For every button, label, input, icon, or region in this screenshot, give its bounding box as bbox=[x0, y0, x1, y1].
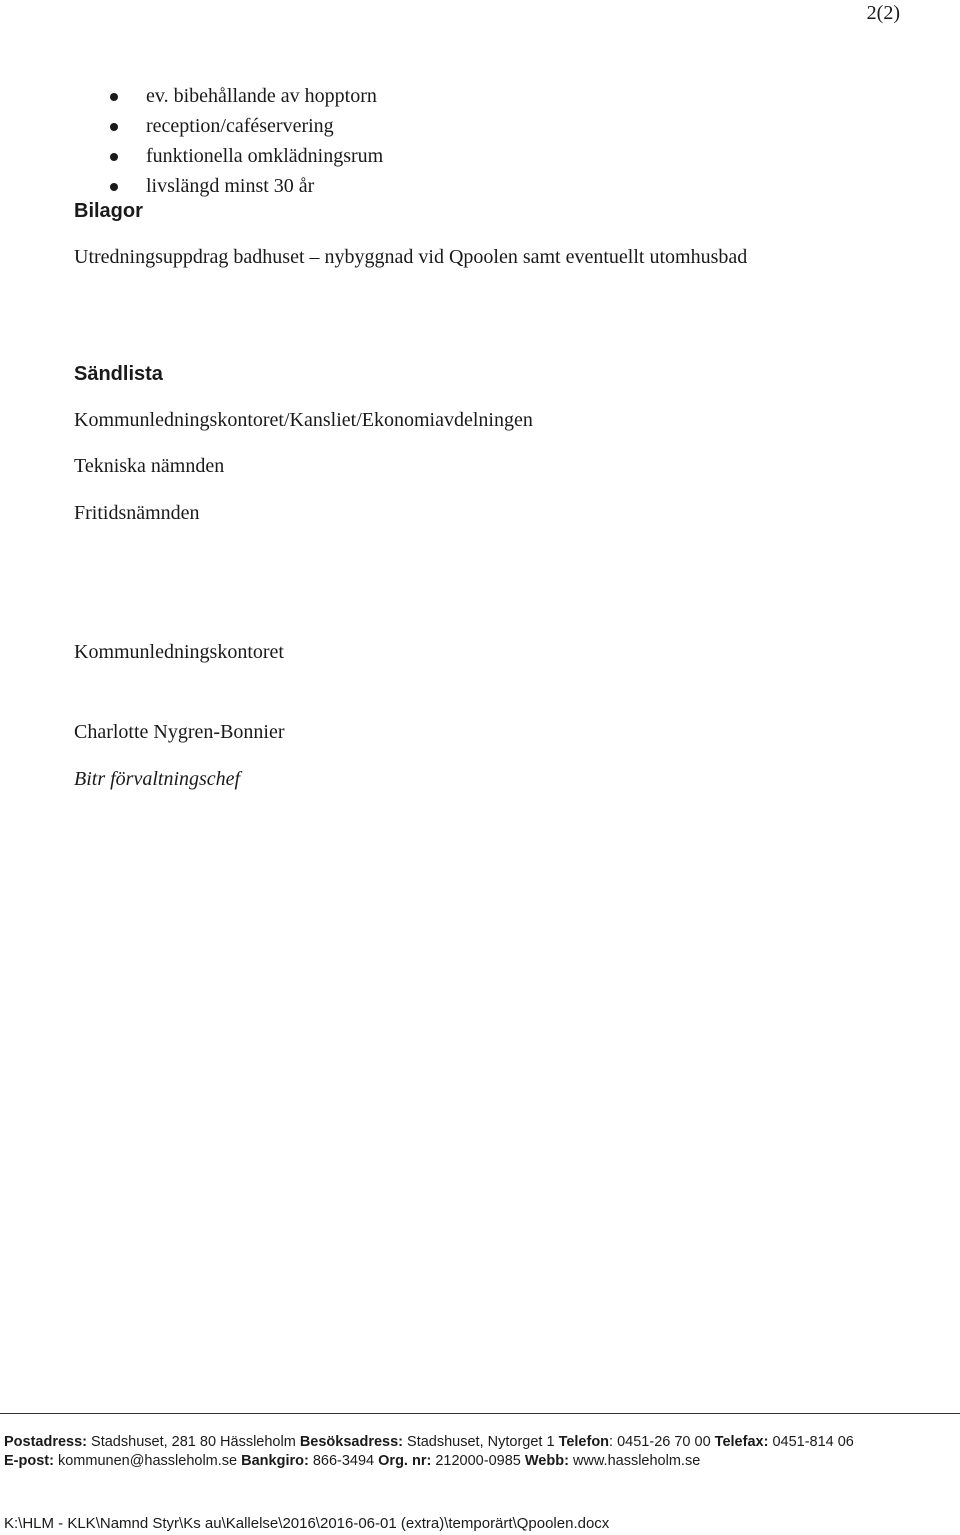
footer-divider bbox=[0, 1413, 960, 1414]
bankgiro-label: Bankgiro: bbox=[241, 1453, 309, 1469]
bullet-icon bbox=[110, 93, 118, 101]
signature-name: Charlotte Nygren-Bonnier bbox=[74, 721, 285, 743]
recipient-item: Tekniska nämnden bbox=[74, 455, 225, 477]
bilagor-heading: Bilagor bbox=[74, 200, 143, 222]
list-item-text: livslängd minst 30 år bbox=[146, 175, 315, 197]
postadress-value: Stadshuset, 281 80 Hässleholm bbox=[91, 1434, 296, 1450]
list-item bbox=[108, 171, 383, 201]
file-path: K:\HLM - KLK\Namnd Styr\Ks au\Kallelse\2016\2016-06-01 (extra)\temporärt\Qpoolen.docx bbox=[4, 1515, 610, 1532]
signature-office: Kommunledningskontoret bbox=[74, 641, 284, 663]
bullet-icon bbox=[110, 123, 118, 131]
sandlista-heading: Sändlista bbox=[74, 363, 163, 385]
epost-label: E-post: bbox=[4, 1453, 54, 1469]
footer-line-2 bbox=[4, 1452, 700, 1471]
telefon-value: 0451-26 70 00 bbox=[617, 1434, 711, 1450]
telefax-value: 0451-814 06 bbox=[772, 1434, 854, 1450]
list-item bbox=[108, 81, 383, 111]
bankgiro-value: 866-3494 bbox=[312, 1453, 375, 1469]
requirements-list bbox=[108, 81, 383, 201]
footer-line-1: Postadress: Stadshuset, 281 80 Hässleholm Besöksadress: Stadshuset, Nytorget 1 Telefon: 0451-26 70 00 Telefax: 0451-814 06 bbox=[4, 1434, 854, 1450]
besoksadress-label: Besöksadress: bbox=[299, 1434, 403, 1450]
bilagor-text: Utredningsuppdrag badhuset – nybyggnad vid Qpoolen samt eventuellt utomhusbad bbox=[74, 246, 748, 268]
telefon-label: Telefon bbox=[558, 1434, 610, 1450]
list-item bbox=[108, 111, 383, 141]
bullet-icon bbox=[110, 183, 118, 191]
recipient-item: Kommunledningskontoret/Kansliet/Ekonomiavdelningen bbox=[74, 409, 533, 431]
webb-label: Webb: bbox=[524, 1453, 569, 1469]
postadress-label: Postadress: bbox=[4, 1434, 88, 1450]
list-item-text: ev. bibehållande av hopptorn bbox=[146, 85, 377, 107]
besoksadress-value: Stadshuset, Nytorget 1 bbox=[407, 1434, 555, 1450]
orgnr-label: Org. nr: bbox=[378, 1453, 432, 1469]
orgnr-value: 212000-0985 bbox=[435, 1453, 521, 1469]
telefax-label: Telefax: bbox=[714, 1434, 769, 1450]
recipient-item: Fritidsnämnden bbox=[74, 502, 200, 524]
list-item-text: reception/caféservering bbox=[146, 115, 334, 137]
epost-value: kommunen@hassleholm.se bbox=[57, 1453, 238, 1469]
list-item-text: funktionella omklädningsrum bbox=[146, 145, 384, 167]
page-number: 2(2) bbox=[866, 2, 900, 24]
bullet-icon bbox=[110, 153, 118, 161]
signature-title: Bitr förvaltningschef bbox=[74, 768, 241, 790]
list-item bbox=[108, 141, 383, 171]
webb-value: www.hassleholm.se bbox=[572, 1453, 701, 1469]
